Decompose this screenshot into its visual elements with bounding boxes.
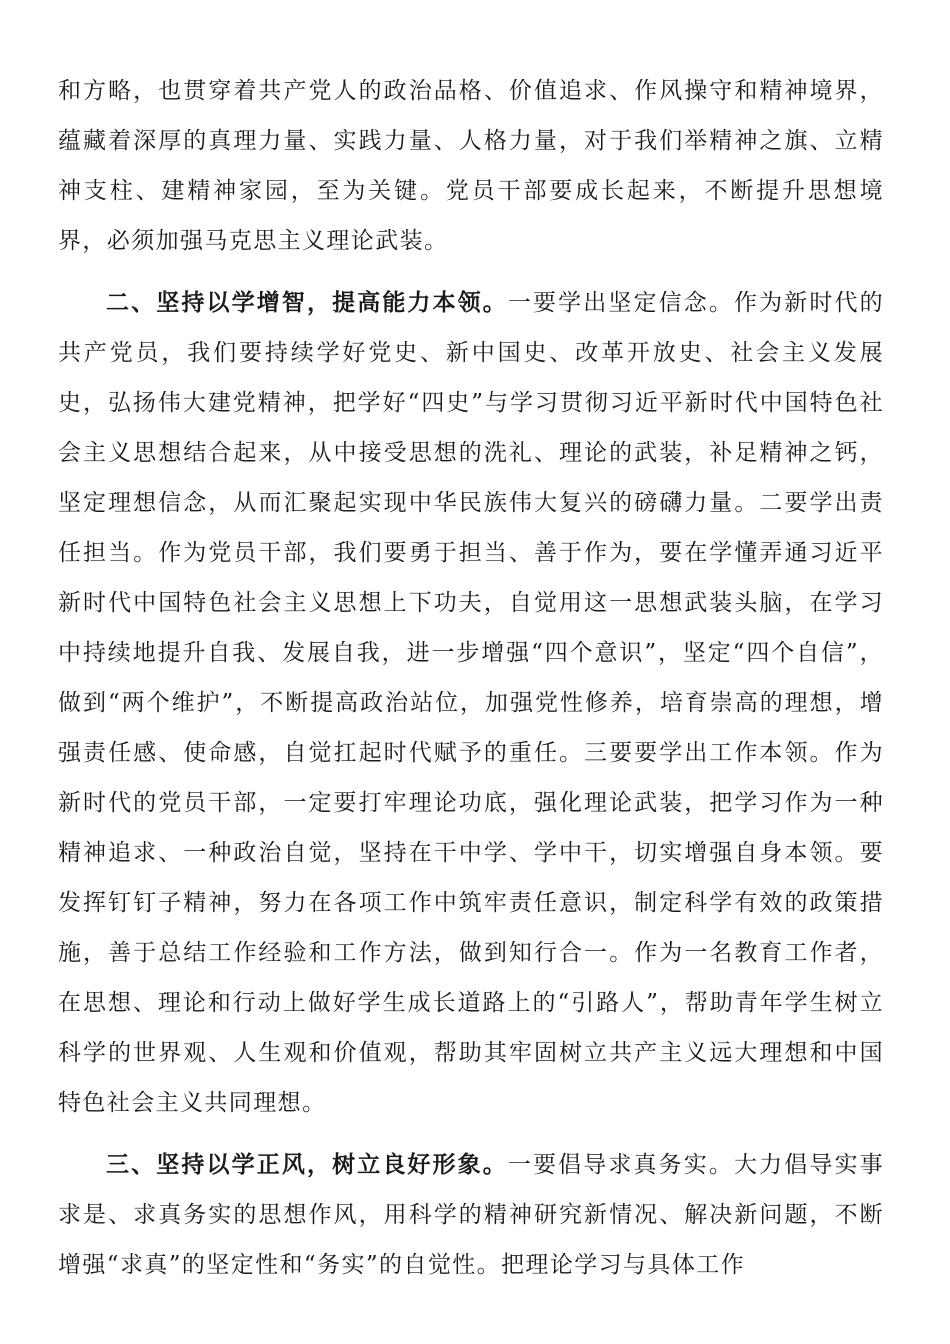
paragraph-continuation — [58, 66, 884, 266]
section-heading: 二、坚持以学增智，提高能力本领。 — [106, 290, 508, 316]
paragraph-section-two — [58, 278, 884, 1128]
paragraph-text: 一要学出坚定信念。作为新时代的共产党员，我们要持续学好党史、新中国史、改革开放史、社会主义发展史，弘扬伟大建党精神，把学好“四史”与学习贯彻习近平新时代中国特色社会主义思想结合起来，从中接受思想的洗礼、理论的武装，补足精神之钙，坚定理想信念，从而汇聚起实现中华民族伟大复兴的磅礴力量。二要学出责任担当。作为党员干部，我们要勇于担当、善于作为，要在学懂弄通习近平新时代中国特色社会主义思想上下功夫，自觉用这一思想武装头脑，在学习中持续地提升自我、发展自我，进一步增强“四个意识”，坚定“四个自信”，做到“两个维护”，不断提高政治站位，加强党性修养，培育崇高的理想，增强责任感、使命感，自觉扛起时代赋予的重任。三要要学出工作本领。作为新时代的党员干部，一定要打牢理论功底，强化理论武装，把学习作为一种精神追求、一种政治自觉，坚持在干中学、学中干，切实增强自身本领。要发挥钉钉子精神，努力在各项工作中筑牢责任意识，制定科学有效的政策措施，善于总结工作经验和工作方法，做到知行合一。作为一名教育工作者，在思想、理论和行动上做好学生成长道路上的“引路人”，帮助青年学生树立科学的世界观、人生观和价值观，帮助其牢固树立共产主义远大理想和中国特色社会主义共同理想。 — [58, 290, 884, 1116]
section-heading: 三、坚持以学正风，树立良好形象。 — [106, 1152, 508, 1178]
paragraph-section-three — [58, 1140, 884, 1290]
document-page — [58, 66, 884, 1290]
paragraph-text: 和方略，也贯穿着共产党人的政治品格、价值追求、作风操守和精神境界，蕴藏着深厚的真理力量、实践力量、人格力量，对于我们举精神之旗、立精神支柱、建精神家园，至为关键。党员干部要成长起来，不断提升思想境界，必须加强马克思主义理论武装。 — [58, 78, 884, 254]
paragraph-text: 一要倡导求真务实。大力倡导实事求是、求真务实的思想作风，用科学的精神研究新情况、解决新问题，不断增强“求真”的坚定性和“务实”的自觉性。把理论学习与具体工作 — [58, 1152, 884, 1278]
